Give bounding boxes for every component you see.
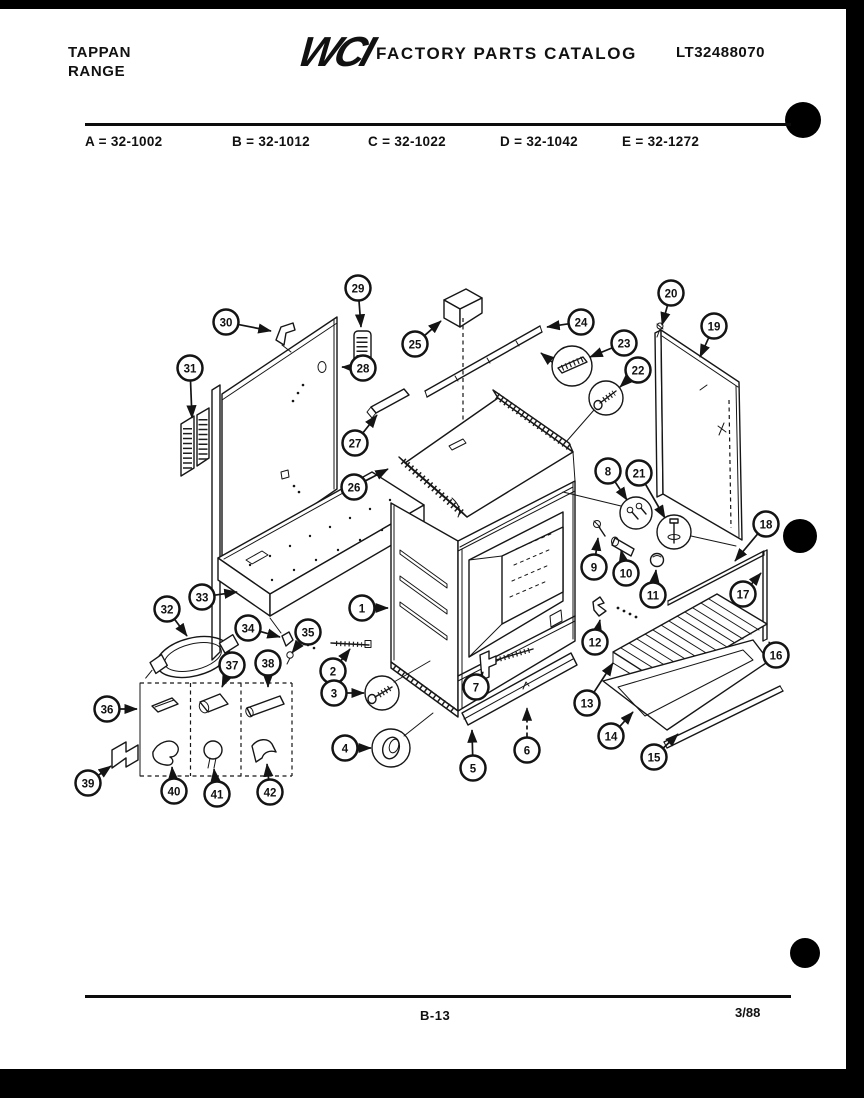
svg-text:19: 19 bbox=[707, 321, 721, 334]
svg-text:40: 40 bbox=[167, 786, 181, 799]
svg-text:32: 32 bbox=[160, 604, 174, 617]
callout-6 bbox=[515, 708, 540, 763]
svg-text:31: 31 bbox=[183, 363, 197, 376]
svg-text:33: 33 bbox=[195, 592, 209, 605]
svg-text:7: 7 bbox=[472, 682, 480, 695]
callout-25 bbox=[403, 321, 442, 357]
small-parts-grid bbox=[140, 683, 292, 776]
callout-14 bbox=[599, 712, 634, 749]
callout-34 bbox=[236, 616, 281, 641]
callout-12 bbox=[583, 620, 608, 655]
callout-40 bbox=[162, 767, 187, 804]
callout-19 bbox=[700, 314, 727, 358]
svg-text:38: 38 bbox=[261, 658, 275, 671]
callout-10 bbox=[614, 550, 639, 586]
footer-rule bbox=[85, 995, 791, 998]
svg-text:11: 11 bbox=[646, 590, 660, 603]
callout-41 bbox=[205, 769, 230, 807]
svg-text:13: 13 bbox=[580, 698, 594, 711]
svg-text:42: 42 bbox=[263, 787, 277, 800]
svg-text:20: 20 bbox=[664, 288, 678, 301]
svg-text:28: 28 bbox=[356, 363, 370, 376]
svg-text:8: 8 bbox=[604, 466, 612, 479]
svg-text:2: 2 bbox=[329, 666, 337, 679]
svg-text:4: 4 bbox=[341, 743, 349, 756]
callout-17 bbox=[731, 573, 762, 607]
page-number: B-13 bbox=[420, 1008, 451, 1023]
callout-20 bbox=[659, 281, 684, 326]
svg-text:30: 30 bbox=[219, 317, 233, 330]
svg-text:35: 35 bbox=[301, 627, 315, 640]
callout-23 bbox=[590, 331, 637, 358]
detail-circle-23 bbox=[541, 346, 592, 386]
callout-32 bbox=[155, 597, 188, 637]
callout-35 bbox=[292, 620, 321, 654]
side-rods-16-17 bbox=[763, 550, 767, 641]
callout-22 bbox=[620, 358, 651, 388]
svg-text:27: 27 bbox=[348, 438, 362, 451]
brand-line2: RANGE bbox=[68, 62, 126, 80]
callout-3 bbox=[322, 681, 365, 706]
svg-text:12: 12 bbox=[588, 637, 602, 650]
svg-text:24: 24 bbox=[574, 317, 588, 330]
svg-text:10: 10 bbox=[619, 568, 633, 581]
svg-text:6: 6 bbox=[523, 745, 531, 758]
model-code: B = 32-1012 bbox=[232, 134, 310, 149]
callout-39 bbox=[76, 766, 112, 796]
callout-9 bbox=[582, 538, 607, 580]
callout-27 bbox=[343, 415, 378, 456]
svg-text:34: 34 bbox=[241, 623, 255, 636]
model-code: C = 32-1022 bbox=[368, 134, 446, 149]
svg-text:18: 18 bbox=[759, 519, 773, 532]
bracket-27 bbox=[367, 389, 409, 418]
svg-text:25: 25 bbox=[408, 339, 422, 352]
svg-text:37: 37 bbox=[225, 660, 239, 673]
svg-text:22: 22 bbox=[631, 365, 645, 378]
document-number: LT32488070 bbox=[676, 44, 765, 61]
callout-42 bbox=[258, 764, 283, 805]
callout-29 bbox=[346, 276, 371, 328]
svg-text:9: 9 bbox=[590, 562, 598, 575]
svg-text:36: 36 bbox=[100, 704, 114, 717]
callout-16 bbox=[764, 642, 789, 668]
callout-4 bbox=[333, 736, 372, 761]
callout-28 bbox=[342, 356, 376, 381]
callout-13 bbox=[575, 663, 614, 716]
svg-text:15: 15 bbox=[647, 752, 661, 765]
svg-text:29: 29 bbox=[351, 283, 365, 296]
callout-5 bbox=[461, 730, 486, 781]
callout-31 bbox=[178, 356, 203, 419]
svg-text:3: 3 bbox=[330, 688, 338, 701]
model-code: D = 32-1042 bbox=[500, 134, 578, 149]
vent-bracket-31 bbox=[181, 408, 209, 476]
detail-circle-22 bbox=[566, 381, 623, 442]
callout-2 bbox=[321, 649, 351, 684]
callout-1 bbox=[350, 596, 389, 621]
svg-text:17: 17 bbox=[736, 589, 750, 602]
callout-11 bbox=[641, 570, 666, 608]
svg-text:26: 26 bbox=[347, 482, 361, 495]
svg-text:1: 1 bbox=[358, 603, 366, 616]
model-code: A = 32-1002 bbox=[85, 134, 163, 149]
svg-text:39: 39 bbox=[81, 778, 95, 791]
callout-36 bbox=[95, 697, 138, 722]
date-code: 3/88 bbox=[735, 1005, 761, 1020]
svg-text:23: 23 bbox=[617, 338, 631, 351]
callout-24 bbox=[547, 310, 594, 335]
svg-text:21: 21 bbox=[632, 468, 646, 481]
model-code: E = 32-1272 bbox=[622, 134, 700, 149]
callout-38 bbox=[256, 651, 281, 688]
top-rail-24 bbox=[425, 326, 542, 397]
callout-8 bbox=[596, 459, 628, 501]
top-bracket-25 bbox=[444, 289, 482, 428]
callout-37 bbox=[220, 653, 245, 688]
svg-text:5: 5 bbox=[469, 763, 477, 776]
bracket-39 bbox=[112, 742, 138, 768]
catalog-title: FACTORY PARTS CATALOG bbox=[376, 44, 637, 63]
svg-text:41: 41 bbox=[210, 789, 224, 802]
svg-text:14: 14 bbox=[604, 731, 618, 744]
wci-logo: WCI bbox=[292, 28, 378, 75]
right-side-panel-19 bbox=[655, 330, 742, 540]
callout-30 bbox=[214, 310, 272, 335]
brand-line1: TAPPAN bbox=[68, 44, 132, 61]
svg-text:16: 16 bbox=[769, 650, 783, 663]
callout-15 bbox=[642, 734, 679, 770]
